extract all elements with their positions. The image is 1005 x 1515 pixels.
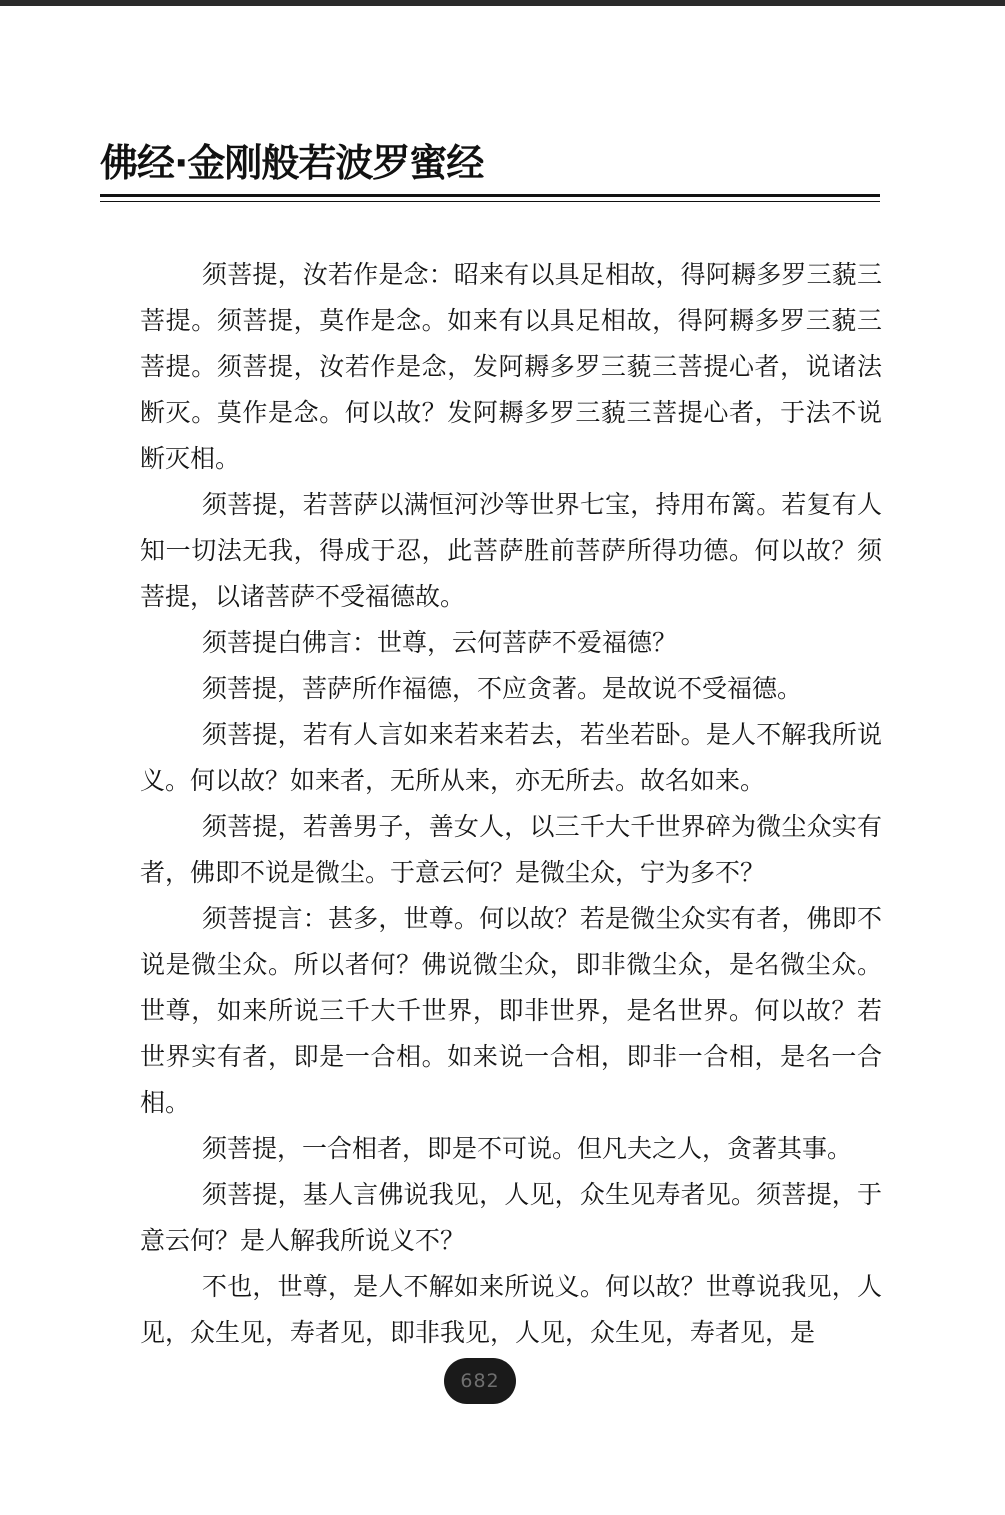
page-header — [100, 140, 880, 186]
page-number: 682 — [460, 1370, 500, 1392]
paragraph: 须菩提，若善男子，善女人，以三千大千世界碎为微尘众实有者，佛即不说是微尘。于意云何？是微尘众，宁为多不？ — [140, 812, 882, 887]
page-number-badge — [444, 1358, 516, 1404]
paragraph: 须菩提，若有人言如来若来若去，若坐若卧。是人不解我所说义。何以故？如来者，无所从来，亦无所去。故名如来。 — [140, 720, 882, 795]
running-title: 佛经·金刚般若波罗蜜经 — [100, 141, 484, 185]
paragraph: 须菩提，汝若作是念：昭来有以具足相故，得阿耨多罗三藐三菩提。须菩提，莫作是念。如来有以具足相故，得阿耨多罗三藐三菩提。须菩提，汝若作是念，发阿耨多罗三藐三菩提心者，说诸法断灭。莫作是念。何以故？发阿耨多罗三藐三菩提心者，于法不说断灭相。 — [140, 260, 882, 473]
paragraph: 须菩提，若菩萨以满恒河沙等世界七宝，持用布篱。若复有人知一切法无我，得成于忍，此菩萨胜前菩萨所得功德。何以故？须菩提，以诸菩萨不受福德故。 — [140, 490, 882, 611]
paragraph: 须菩提，基人言佛说我见，人见，众生见寿者见。须菩提，于意云何？是人解我所说义不？ — [140, 1180, 882, 1255]
paragraph: 须菩提言：甚多，世尊。何以故？若是微尘众实有者，佛即不说是微尘众。所以者何？佛说微尘众，即非微尘众，是名微尘众。世尊，如来所说三千大千世界，即非世界，是名世界。何以故？若世界实有者，即是一合相。如来说一合相，即非一合相，是名一合相。 — [140, 904, 882, 1117]
paragraph: 不也，世尊，是人不解如来所说义。何以故？世尊说我见，人见，众生见，寿者见，即非我见，人见，众生见，寿者见，是 — [140, 1272, 882, 1347]
header-rule-thin — [100, 201, 880, 202]
page-top-edge — [0, 0, 1005, 6]
paragraph: 须菩提，菩萨所作福德，不应贪著。是故说不受福德。 — [202, 674, 803, 703]
paragraph: 须菩提白佛言：世尊，云何菩萨不爱福德？ — [202, 628, 678, 657]
header-rule-thick — [100, 194, 880, 197]
paragraph: 须菩提，一合相者，即是不可说。但凡夫之人，贪著其事。 — [202, 1134, 853, 1163]
body-text — [140, 252, 882, 1356]
